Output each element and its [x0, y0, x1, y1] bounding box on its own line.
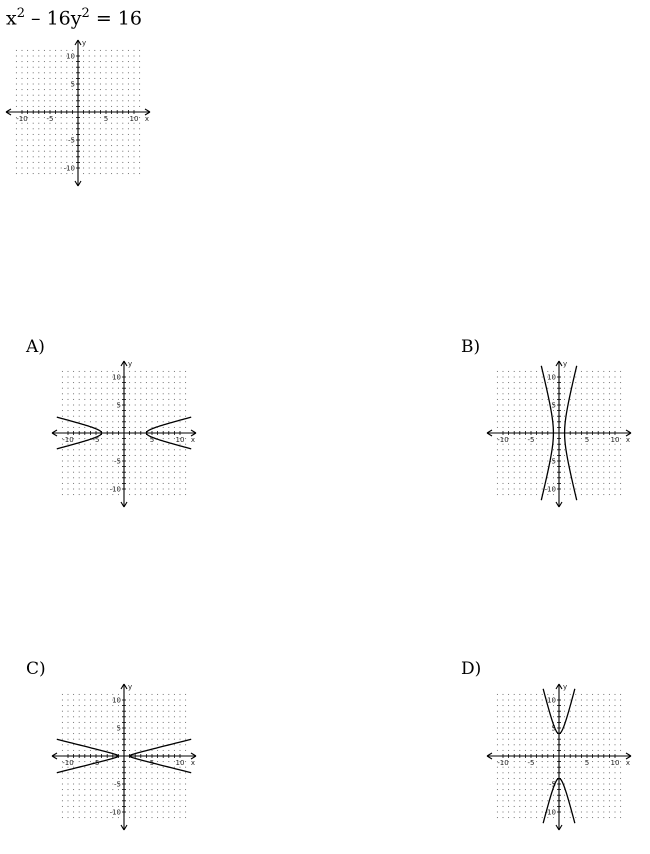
y-tick-label-pos10: 10: [547, 373, 556, 382]
option-a-graph[interactable]: [48, 357, 200, 509]
y-tick-label-neg10: -10: [109, 485, 121, 494]
option-c-label[interactable]: C): [26, 659, 46, 679]
option-d-graph[interactable]: [483, 680, 635, 832]
x-tick-label-neg10: -10: [62, 759, 74, 767]
x-tick-label-neg5: -5: [527, 436, 535, 444]
y-tick-label-neg5: -5: [549, 457, 556, 466]
y-tick-label-neg5: -5: [114, 457, 121, 466]
eq-left: x: [6, 7, 17, 30]
x-tick-label-neg5: -5: [92, 436, 100, 444]
option-c-graph[interactable]: [48, 680, 200, 832]
x-tick-label-neg10: -10: [497, 759, 509, 767]
y-tick-label-pos5: 5: [116, 401, 121, 410]
y-tick-label-neg5: -5: [68, 136, 75, 145]
x-axis-name: x: [625, 759, 630, 767]
y-tick-label-neg10: -10: [544, 808, 556, 817]
option-a-label[interactable]: A): [26, 337, 45, 357]
x-tick-label-pos10: 10: [610, 759, 620, 767]
x-tick-label-pos5: 5: [584, 759, 590, 767]
x-tick-label-pos10: 10: [175, 436, 185, 444]
option-b-graph[interactable]: [483, 357, 635, 509]
y-tick-label-neg5: -5: [549, 780, 556, 789]
x-tick-label-pos5: 5: [149, 436, 155, 444]
x-tick-label-pos10: 10: [129, 115, 139, 123]
y-tick-label-pos10: 10: [66, 52, 75, 61]
y-tick-label-neg10: -10: [109, 808, 121, 817]
x-axis-name: x: [625, 436, 630, 444]
x-tick-label-pos10: 10: [610, 436, 620, 444]
y-tick-label-pos10: 10: [112, 696, 121, 705]
option-b-label[interactable]: B): [461, 337, 481, 357]
x-tick-label-pos10: 10: [175, 759, 185, 767]
x-tick-label-neg5: -5: [527, 759, 535, 767]
eq-exponent-1: 2: [16, 6, 25, 21]
x-tick-label-neg10: -10: [62, 436, 74, 444]
y-axis-name: y: [128, 360, 133, 368]
y-tick-label-neg10: -10: [63, 164, 75, 173]
y-axis-name: y: [82, 39, 87, 47]
y-tick-label-pos10: 10: [547, 696, 556, 705]
x-tick-label-neg5: -5: [92, 759, 100, 767]
x-tick-label-pos5: 5: [103, 115, 109, 123]
y-tick-label-neg10: -10: [544, 485, 556, 494]
x-axis-name: x: [190, 759, 195, 767]
x-tick-label-pos5: 5: [584, 436, 590, 444]
x-axis-name: x: [144, 115, 149, 123]
option-d-label[interactable]: D): [461, 659, 482, 679]
y-axis-name: y: [128, 683, 133, 691]
eq-middle: – 16y: [25, 7, 82, 30]
x-axis-name: x: [190, 436, 195, 444]
eq-exponent-2: 2: [81, 6, 90, 21]
y-tick-label-neg5: -5: [114, 780, 121, 789]
y-tick-label-pos10: 10: [112, 373, 121, 382]
x-tick-label-neg5: -5: [46, 115, 54, 123]
y-axis-name: y: [563, 683, 568, 691]
problem-equation: [6, 6, 142, 29]
y-tick-label-pos5: 5: [551, 401, 556, 410]
x-tick-label-neg10: -10: [16, 115, 28, 123]
y-tick-label-pos5: 5: [116, 724, 121, 733]
blank-coordinate-grid: [2, 36, 154, 188]
x-tick-label-pos5: 5: [149, 759, 155, 767]
y-tick-label-pos5: 5: [70, 80, 75, 89]
y-axis-name: y: [563, 360, 568, 368]
x-tick-label-neg10: -10: [497, 436, 509, 444]
eq-right: = 16: [89, 7, 142, 30]
y-tick-label-pos5: 5: [551, 724, 556, 733]
